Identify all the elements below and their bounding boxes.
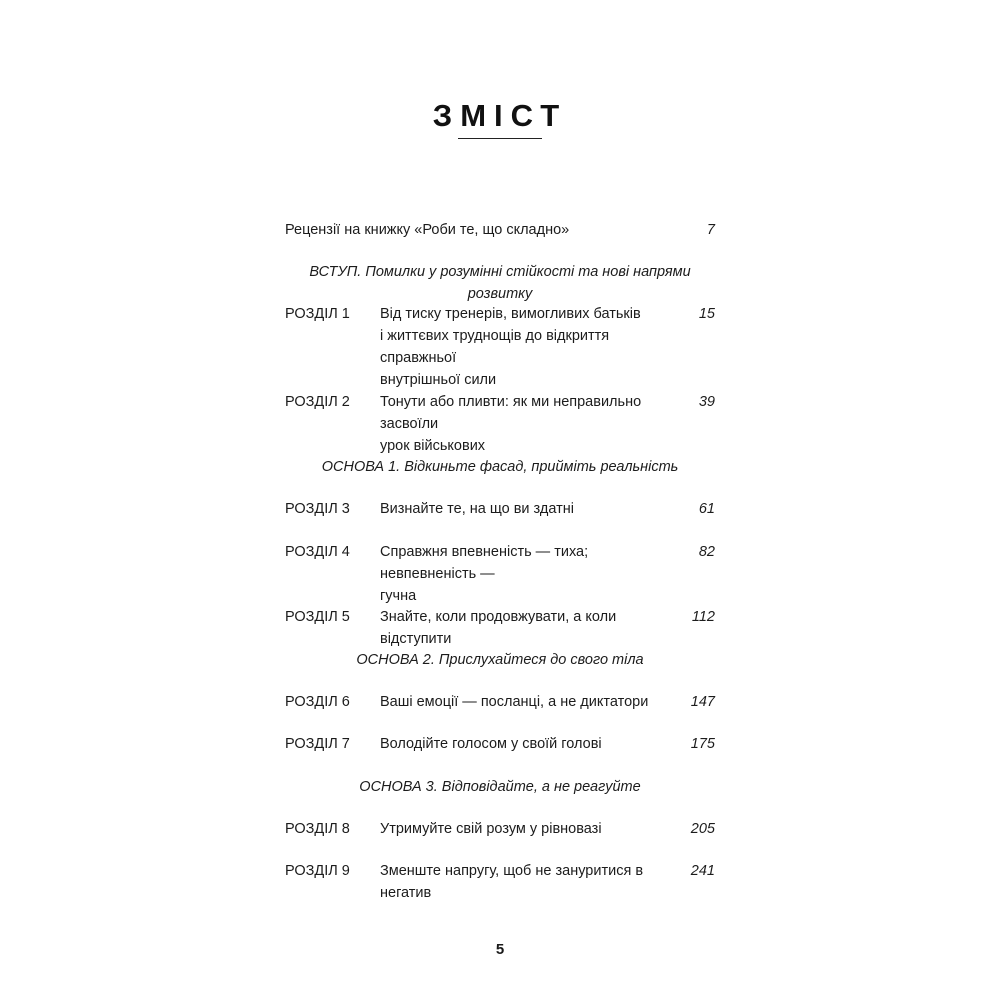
toc-page-number: 175 bbox=[690, 736, 715, 752]
chapter-title-line: Ваші емоції — посланці, а не диктатори bbox=[380, 694, 649, 710]
chapter-title-line: Тонути або пливти: як ми неправильно засвоїли bbox=[380, 394, 642, 432]
toc-page-number: 39 bbox=[698, 394, 715, 410]
chapter-title-line: Визнайте те, на що ви здатні bbox=[380, 501, 574, 517]
chapter-title bbox=[380, 541, 675, 607]
toc-page-number: 15 bbox=[698, 306, 715, 322]
toc-page-number: 241 bbox=[690, 863, 715, 879]
chapter-title bbox=[380, 860, 675, 904]
toc-page-number: 61 bbox=[698, 501, 715, 517]
chapter-title bbox=[380, 691, 675, 713]
chapter-label: РОЗДІЛ 2 bbox=[285, 394, 350, 410]
toc-preface-heading: ВСТУП. Помилки у розумінні стійкості та нові напрями розвитку bbox=[309, 264, 691, 302]
toc-entry-title: Рецензії на книжку «Роби те, що складно» bbox=[285, 222, 570, 238]
chapter-title-line: Справжня впевненість — тиха; невпевненість — bbox=[380, 544, 589, 582]
toc-part-heading-3: ОСНОВА 3. Відповідайте, а не реагуйте bbox=[359, 779, 641, 795]
toc-page-number: 7 bbox=[706, 222, 715, 238]
chapter-title-line: і життєвих труднощів до відкриття справжньої bbox=[380, 328, 610, 366]
chapter-title-line: Володійте голосом у своїй голові bbox=[380, 736, 602, 752]
toc-page-number: 82 bbox=[698, 544, 715, 560]
chapter-label: РОЗДІЛ 4 bbox=[285, 544, 350, 560]
chapter-title bbox=[380, 391, 675, 457]
chapter-title bbox=[380, 818, 675, 840]
chapter-title bbox=[380, 733, 675, 755]
page-title: ЗМІСТ bbox=[432, 98, 568, 133]
chapter-label: РОЗДІЛ 9 bbox=[285, 863, 350, 879]
chapter-label: РОЗДІЛ 8 bbox=[285, 821, 350, 837]
toc-page-number: 112 bbox=[691, 609, 715, 625]
chapter-title bbox=[380, 303, 675, 391]
toc-part-heading-1: ОСНОВА 1. Відкиньте фасад, прийміть реальність bbox=[321, 459, 679, 475]
chapter-label: РОЗДІЛ 3 bbox=[285, 501, 350, 517]
chapter-label: РОЗДІЛ 7 bbox=[285, 736, 350, 752]
chapter-label: РОЗДІЛ 6 bbox=[285, 694, 350, 710]
toc-page-number: 147 bbox=[690, 694, 715, 710]
title-underline bbox=[458, 138, 542, 139]
chapter-title-line: гучна bbox=[380, 588, 417, 604]
chapter-title bbox=[380, 498, 675, 520]
chapter-title-line: Від тиску тренерів, вимогливих батьків bbox=[380, 306, 641, 322]
chapter-title-line: внутрішньої сили bbox=[380, 372, 497, 388]
toc-page-number: 205 bbox=[690, 821, 715, 837]
toc-part-heading-2: ОСНОВА 2. Прислухайтеся до свого тіла bbox=[356, 652, 644, 668]
chapter-label: РОЗДІЛ 5 bbox=[285, 609, 350, 625]
chapter-title-line: Знайте, коли продовжувати, а коли відступити bbox=[380, 609, 617, 647]
chapter-title bbox=[380, 606, 675, 650]
chapter-label: РОЗДІЛ 1 bbox=[285, 306, 350, 322]
chapter-title-line: Утримуйте свій розум у рівновазі bbox=[380, 821, 602, 837]
page-number-footer: 5 bbox=[495, 941, 505, 958]
chapter-title-line: урок військових bbox=[380, 438, 486, 454]
chapter-title-line: Зменште напругу, щоб не зануритися в негатив bbox=[380, 863, 644, 901]
